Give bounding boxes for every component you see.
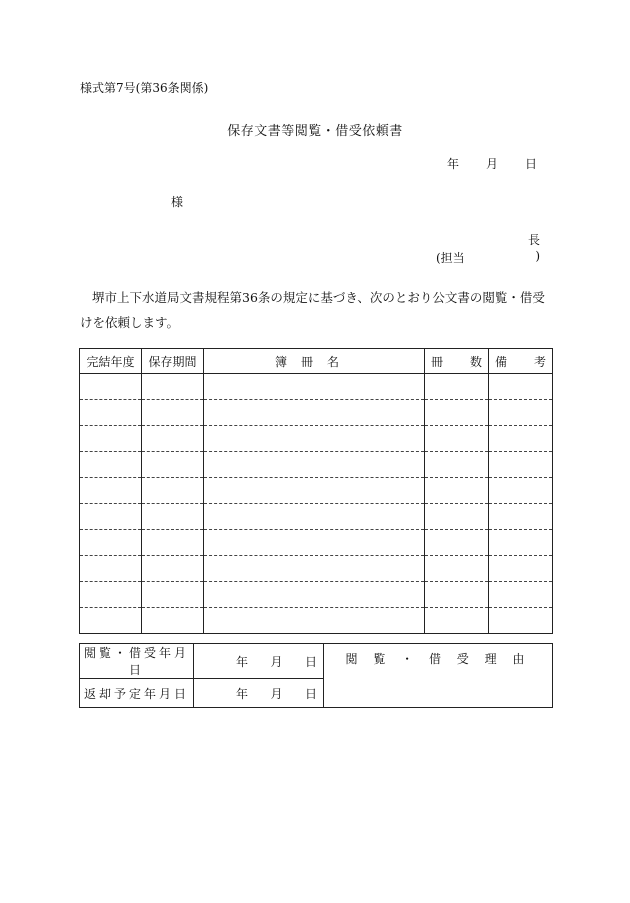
remarks-cell[interactable] [489,530,553,556]
form-number: 様式第7号(第36条関係) [80,81,209,95]
volume-count-cell[interactable] [425,504,489,530]
document-name-cell[interactable] [204,374,425,400]
remarks-cell[interactable] [489,504,553,530]
table-row [80,556,553,582]
reason-field[interactable] [324,644,553,708]
volume-count-cell[interactable] [425,530,489,556]
header-volume-count-1: 冊 [431,354,444,369]
remarks-cell[interactable] [489,582,553,608]
volume-count-cell[interactable] [425,608,489,634]
completion-year-cell[interactable] [80,374,142,400]
retention-period-cell[interactable] [142,426,204,452]
contact-close: ) [535,249,540,263]
completion-year-cell[interactable] [80,530,142,556]
remarks-cell[interactable] [489,608,553,634]
table-row [80,530,553,556]
header-retention-period: 保存期間 [142,349,204,374]
return-date-label: 返却予定年月日 [80,679,194,708]
completion-year-cell[interactable] [80,478,142,504]
completion-year-cell[interactable] [80,426,142,452]
completion-year-cell[interactable] [80,556,142,582]
table-row [80,504,553,530]
sender-title: 長 [528,233,541,247]
volume-count-cell[interactable] [425,374,489,400]
return-year: 年 [236,686,249,701]
borrow-date-label: 閲覧・借受年月日 [80,644,194,679]
completion-year-cell[interactable] [80,608,142,634]
return-date-field[interactable] [194,679,324,708]
table-row [80,478,553,504]
document-name-cell[interactable] [204,608,425,634]
reason-label: 閲 覧 ・ 借 受 理 由 [345,652,531,666]
header-document-name-2: 冊 [300,354,327,369]
document-name-cell[interactable] [204,504,425,530]
completion-year-cell[interactable] [80,452,142,478]
document-title: 保存文書等閲覧・借受依頼書 [227,124,403,139]
remarks-cell[interactable] [489,426,553,452]
date-day: 日 [524,157,537,171]
document-name-cell[interactable] [204,426,425,452]
retention-period-cell[interactable] [142,478,204,504]
borrow-date-field[interactable] [194,644,324,679]
volume-count-cell[interactable] [425,478,489,504]
retention-period-cell[interactable] [142,556,204,582]
remarks-cell[interactable] [489,556,553,582]
remarks-cell[interactable] [489,374,553,400]
table-header-row [80,349,553,374]
date-year: 年 [447,157,460,171]
document-name-cell[interactable] [204,452,425,478]
retention-period-cell[interactable] [142,582,204,608]
document-name-cell[interactable] [204,478,425,504]
header-remarks [489,349,553,374]
document-name-cell[interactable] [204,582,425,608]
retention-period-cell[interactable] [142,452,204,478]
document-name-cell[interactable] [204,400,425,426]
header-completion-year: 完結年度 [80,349,142,374]
completion-year-cell[interactable] [80,504,142,530]
table-row [80,452,553,478]
remarks-cell[interactable] [489,478,553,504]
header-document-name-1: 簿 [274,354,301,369]
borrow-day: 日 [304,654,317,669]
request-date [447,155,537,172]
addressee: 様 [171,195,184,209]
request-text: 堺市上下水道局文書規程第36条の規定に基づき、次のとおり公文書の閲覧・借受けを依頼します。 [80,290,545,330]
borrow-date-row [80,644,553,679]
completion-year-cell[interactable] [80,582,142,608]
retention-period-cell[interactable] [142,400,204,426]
retention-period-cell[interactable] [142,374,204,400]
document-name-cell[interactable] [204,556,425,582]
header-remarks-1: 備 [495,354,508,369]
volume-count-cell[interactable] [425,426,489,452]
header-volume-count [425,349,489,374]
borrow-month: 月 [270,654,283,669]
date-reason-table [79,643,553,708]
document-name-cell[interactable] [204,530,425,556]
remarks-cell[interactable] [489,452,553,478]
completion-year-cell[interactable] [80,400,142,426]
contact-person [436,249,540,266]
volume-count-cell[interactable] [425,556,489,582]
document-list-table [79,348,553,634]
table-row [80,374,553,400]
retention-period-cell[interactable] [142,504,204,530]
contact-label: (担当 [436,251,465,265]
remarks-cell[interactable] [489,400,553,426]
header-document-name-3: 名 [327,354,354,369]
volume-count-cell[interactable] [425,452,489,478]
return-month: 月 [270,686,283,701]
volume-count-cell[interactable] [425,582,489,608]
borrow-year: 年 [236,654,249,669]
table-body [80,374,553,634]
table-row [80,426,553,452]
date-month: 月 [485,157,498,171]
header-remarks-2: 考 [533,354,546,369]
table-row [80,582,553,608]
volume-count-cell[interactable] [425,400,489,426]
table-row [80,400,553,426]
retention-period-cell[interactable] [142,530,204,556]
table-row [80,608,553,634]
return-day: 日 [304,686,317,701]
header-document-name [204,349,425,374]
retention-period-cell[interactable] [142,608,204,634]
header-volume-count-2: 数 [469,354,482,369]
